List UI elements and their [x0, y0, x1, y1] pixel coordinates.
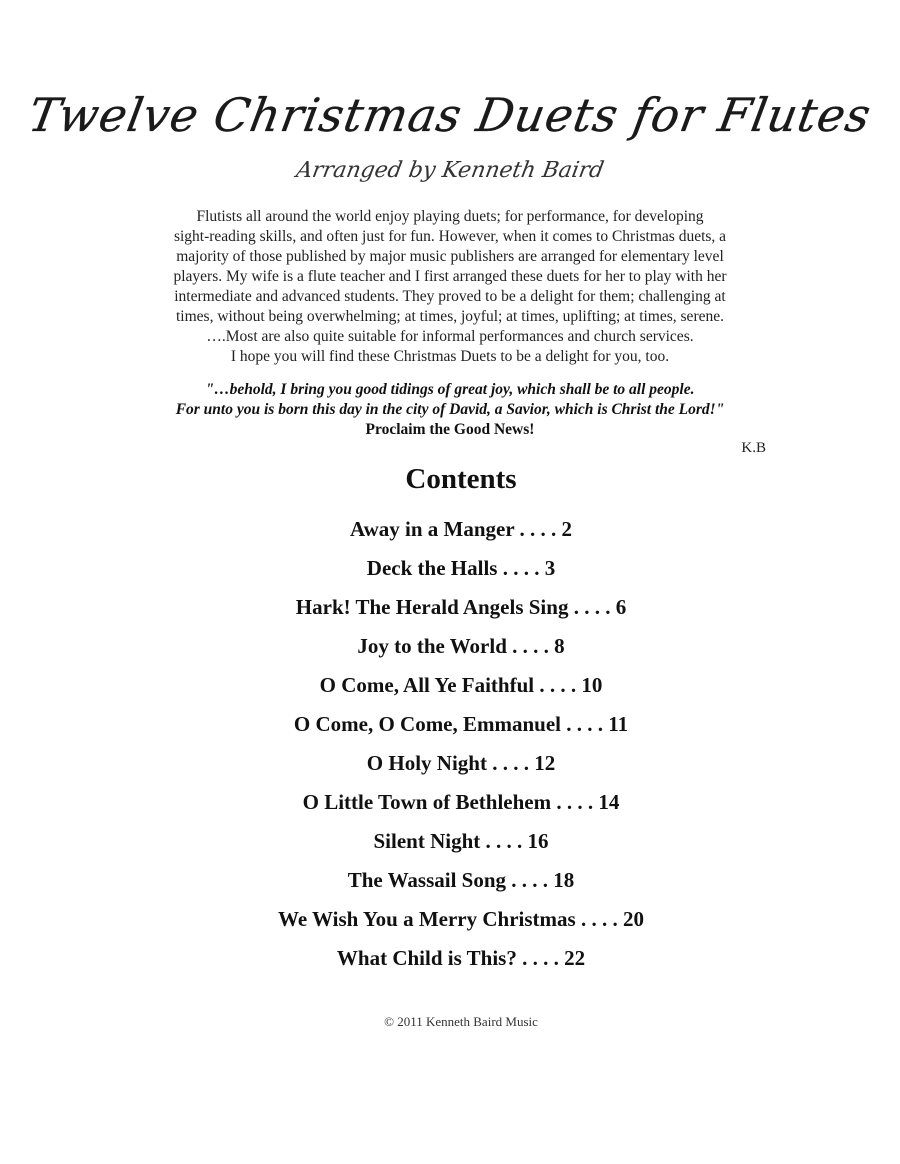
- intro-line: ….Most are also quite suitable for informal performances and church services.: [206, 328, 694, 345]
- contents-item: Joy to the World . . . . 8: [357, 634, 565, 658]
- contents-item: O Come, O Come, Emmanuel . . . . 11: [293, 712, 629, 736]
- scripture-quote: [90, 380, 810, 440]
- intro-line: sight-reading skills, and often just for fun. However, when it comes to Christmas duets, a: [173, 228, 727, 245]
- contents-heading: Contents: [405, 463, 517, 495]
- contents-item: Away in a Manger . . . . 2: [349, 517, 573, 541]
- quote-tagline: Proclaim the Good News!: [365, 421, 535, 438]
- intro-line: majority of those published by major music publishers are arranged for elementary level: [176, 248, 724, 265]
- contents-item: What Child is This? . . . . 22: [336, 946, 586, 970]
- intro-paragraph: [130, 207, 770, 367]
- intro-line: players. My wife is a flute teacher and I first arranged these duets for her to play with her: [173, 268, 727, 285]
- quote-line-2: For unto you is born this day in the city of David, a Savior, which is Christ the Lord!": [175, 401, 725, 418]
- intro-line: Flutists all around the world enjoy playing duets; for performance, for developing: [196, 208, 704, 225]
- contents-item: O Holy Night . . . . 12: [366, 751, 556, 775]
- copyright-notice: © 2011 Kenneth Baird Music: [384, 1014, 538, 1029]
- document-title: Twelve Christmas Duets for Flutes: [24, 88, 876, 142]
- intro-line: times, without being overwhelming; at times, joyful; at times, uplifting; at times, serene.: [175, 308, 724, 325]
- contents-item: Silent Night . . . . 16: [373, 829, 549, 853]
- contents-item: O Little Town of Bethlehem . . . . 14: [302, 790, 620, 814]
- contents-item: O Come, All Ye Faithful . . . . 10: [319, 673, 603, 697]
- intro-line: I hope you will find these Christmas Duets to be a delight for you, too.: [230, 348, 670, 365]
- quote-line-1: "…behold, I bring you good tidings of great joy, which shall be to all people.: [205, 381, 695, 398]
- intro-line: intermediate and advanced students. They proved to be a delight for them; challenging at: [174, 288, 726, 305]
- contents-item: Hark! The Herald Angels Sing . . . . 6: [295, 595, 627, 619]
- author-initials: K.B: [741, 440, 766, 456]
- document-subtitle: Arranged by Kenneth Baird: [294, 158, 606, 183]
- contents-item: Deck the Halls . . . . 3: [366, 556, 556, 580]
- contents-list: [0, 513, 900, 981]
- contents-item: We Wish You a Merry Christmas . . . . 20: [278, 907, 644, 931]
- contents-item: The Wassail Song . . . . 18: [347, 868, 575, 892]
